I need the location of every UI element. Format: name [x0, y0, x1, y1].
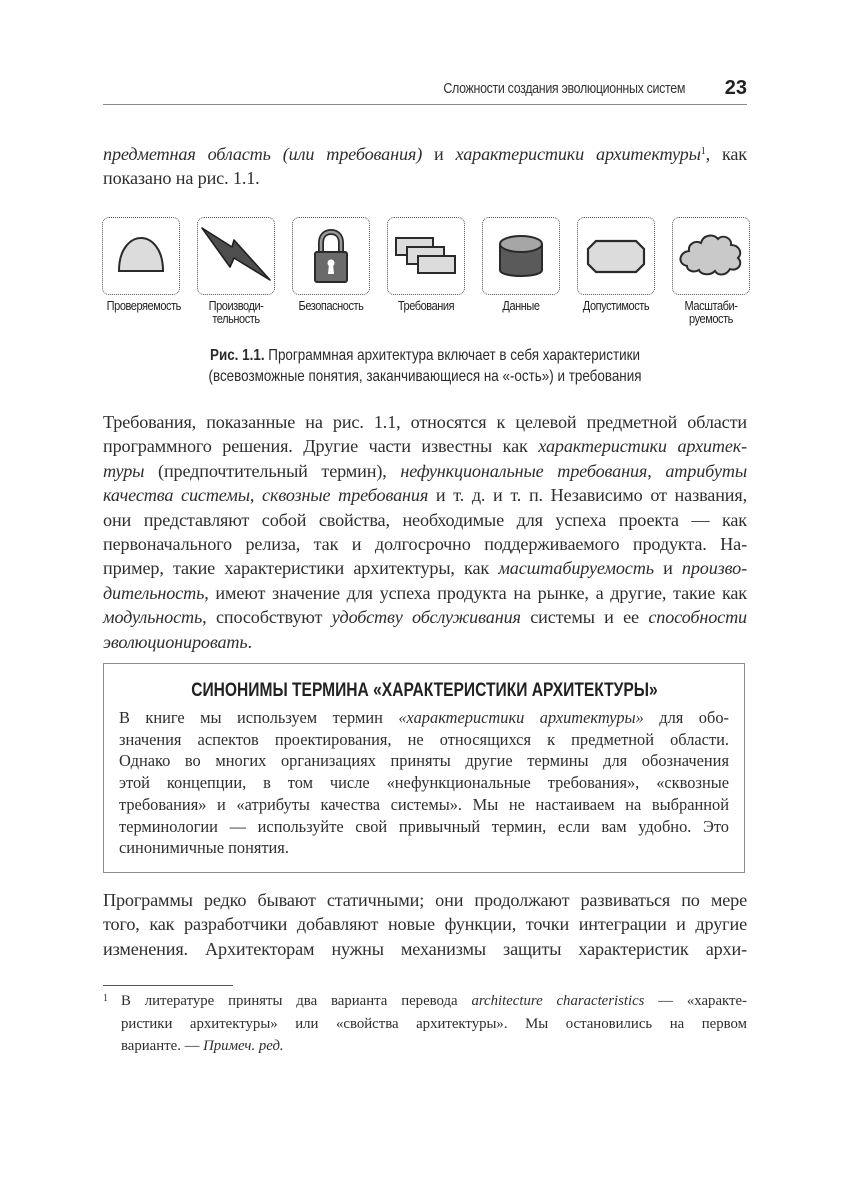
text-line [103, 556, 747, 580]
text: и [422, 144, 456, 164]
text-line [103, 459, 747, 483]
text: (предпочтительный термин), [144, 460, 401, 481]
stacked-cards-icon [388, 218, 464, 294]
caption-line [155, 345, 696, 366]
text: . [247, 631, 252, 652]
chapter-title: Сложности создания эволюционных систем [443, 81, 685, 97]
italic-term: качества системы [103, 485, 250, 506]
text: Программная архитектура включает в себя характеристики [264, 347, 641, 364]
figure-label: Данные [502, 299, 540, 313]
octagon-icon [578, 218, 654, 294]
footnote-text [121, 990, 747, 1058]
text: — «характе- [644, 993, 747, 1009]
intro-paragraph [103, 142, 747, 191]
text-line: терминологии — используйте свой привычный термин, если вам удобно. Это [119, 816, 729, 836]
text: , [647, 460, 666, 481]
italic-term: предметная область (или требования) [103, 144, 423, 164]
text: , имеют значение для успеха продукта на рынке, а другие, такие как [204, 582, 747, 603]
database-cylinder-icon [483, 218, 559, 294]
italic-term: architecture characteristics [471, 993, 645, 1009]
text-line [103, 581, 747, 605]
italic-term: «характеристики архитектуры» [398, 708, 644, 727]
text-line [103, 605, 747, 629]
intro-line [103, 142, 747, 166]
text: и [653, 558, 682, 579]
italic-term: модульность [103, 607, 203, 628]
figure-item-validity [577, 217, 655, 313]
caption-label: Рис. 1.1. [209, 347, 265, 364]
body-paragraph-2 [103, 888, 747, 961]
icon-frame [577, 217, 655, 295]
italic-term: эволюционировать [103, 631, 248, 652]
text-line [121, 1035, 747, 1058]
icon-frame [387, 217, 465, 295]
text-line [119, 707, 729, 729]
text-line: они представляют собой свойства, необходимые для успеха проекта — как [103, 509, 747, 530]
text-line [121, 990, 747, 1013]
text: варианте. — [121, 1038, 204, 1054]
caption-line: (всевозможные понятия, заканчивающиеся на «-ость») и требования [208, 368, 642, 385]
figure-item-testability [102, 217, 180, 313]
icon-frame [197, 217, 275, 295]
figure-item-data [482, 217, 560, 313]
figure-label: тельность [212, 312, 260, 326]
icon-frame [292, 217, 370, 295]
italic-term: нефункциональные требования [400, 460, 648, 481]
lightning-bolt-icon [198, 218, 274, 294]
text: системы и ее [520, 607, 649, 628]
text: программного решения. Другие части известны как [103, 436, 539, 457]
text-line [103, 630, 747, 654]
icon-frame [482, 217, 560, 295]
text: для обо- [643, 708, 729, 727]
text-line: того, как разработчики добавляют новые функции, точки интеграции и другие [103, 914, 747, 935]
text-line: Однако во многих организациях приняты другие термины для обозначения [119, 751, 729, 771]
italic-term: Примеч. ред. [203, 1038, 284, 1054]
italic-term: туры [103, 460, 145, 481]
padlock-icon [293, 218, 369, 294]
text-line: изменения. Архитекторам нужны механизмы защиты характеристик архи- [103, 938, 747, 959]
figure-item-scalability [672, 217, 750, 326]
text-line: требования» и «атрибуты качества системы». Мы не настаиваем на выбранной [119, 794, 729, 814]
page-number: 23 [724, 77, 747, 99]
cloud-icon [673, 218, 749, 294]
text: В книге мы используем термин [119, 708, 399, 727]
figure-label: Производи- [208, 299, 264, 313]
footnote-mark: 1 [103, 993, 108, 1004]
sidebar-title [104, 680, 744, 702]
text: , как [705, 144, 747, 164]
text-line: синонимичные понятия. [119, 838, 289, 858]
text-line [103, 434, 747, 458]
italic-term: масштабируемость [498, 558, 654, 579]
italic-term: атрибуты [665, 460, 747, 481]
italic-term: удобству обслуживания [331, 607, 521, 628]
figure-label: Проверяемость [106, 299, 181, 313]
dome-icon [103, 218, 179, 294]
text-line: Требования, показанные на рис. 1.1, относятся к целевой предметной области [103, 412, 747, 432]
footnote-ref[interactable]: 1 [700, 146, 706, 157]
figure-caption [103, 345, 747, 387]
body-paragraph-1 [103, 410, 747, 654]
sidebar-box [103, 663, 745, 873]
figure-item-performance [197, 217, 275, 326]
italic-term: произво- [681, 558, 747, 579]
text: В литературе приняты два варианта перевода [121, 993, 472, 1009]
italic-term: сквозные требования [262, 485, 429, 506]
intro-line: показано на рис. 1.1. [103, 168, 260, 189]
figure-item-requirements [387, 217, 465, 313]
icon-frame [102, 217, 180, 295]
figure-label: Масштаби- [684, 299, 738, 313]
text: пример, такие характеристики архитектуры, как [103, 558, 499, 579]
figure-label: Допустимость [582, 299, 650, 313]
text-line: значения аспектов проектирования, не относящихся к предметной области. [119, 729, 729, 749]
italic-term: характеристики архитектуры [455, 144, 701, 164]
footnote-divider [103, 985, 233, 986]
text-line: ристики архитектуры» или «свойства архитектуры». Мы остановились на первом [121, 1015, 747, 1032]
italic-term: дительность [103, 582, 205, 603]
icon-frame [672, 217, 750, 295]
running-head [103, 76, 747, 105]
text: , [249, 485, 263, 506]
sidebar-title-text: СИНОНИМЫ ТЕРМИНА «ХАРАКТЕРИСТИКИ АРХИТЕКТУРЫ» [190, 680, 658, 701]
figure-item-security [292, 217, 370, 313]
text: и т. д. и т. п. Независимо от названия, [428, 485, 747, 506]
text: , способствуют [202, 607, 332, 628]
text-line: Программы редко бывают статичными; они продолжают развиваться по мере [103, 890, 747, 910]
text-line: первоначального релиза, так и долгосрочно поддерживаемого продукта. На- [103, 534, 747, 555]
sidebar-body [119, 707, 729, 859]
text-line [103, 483, 747, 507]
italic-term: характеристики архитек- [538, 436, 748, 457]
italic-term: способности [648, 607, 747, 628]
figure-1-1 [100, 217, 750, 332]
figure-label: Безопасность [298, 299, 364, 313]
figure-label: Требования [397, 299, 455, 313]
text-line: этой концепции, в том числе «нефункциональные требования», «сквозные [119, 773, 729, 793]
figure-label: руемость [689, 312, 733, 326]
